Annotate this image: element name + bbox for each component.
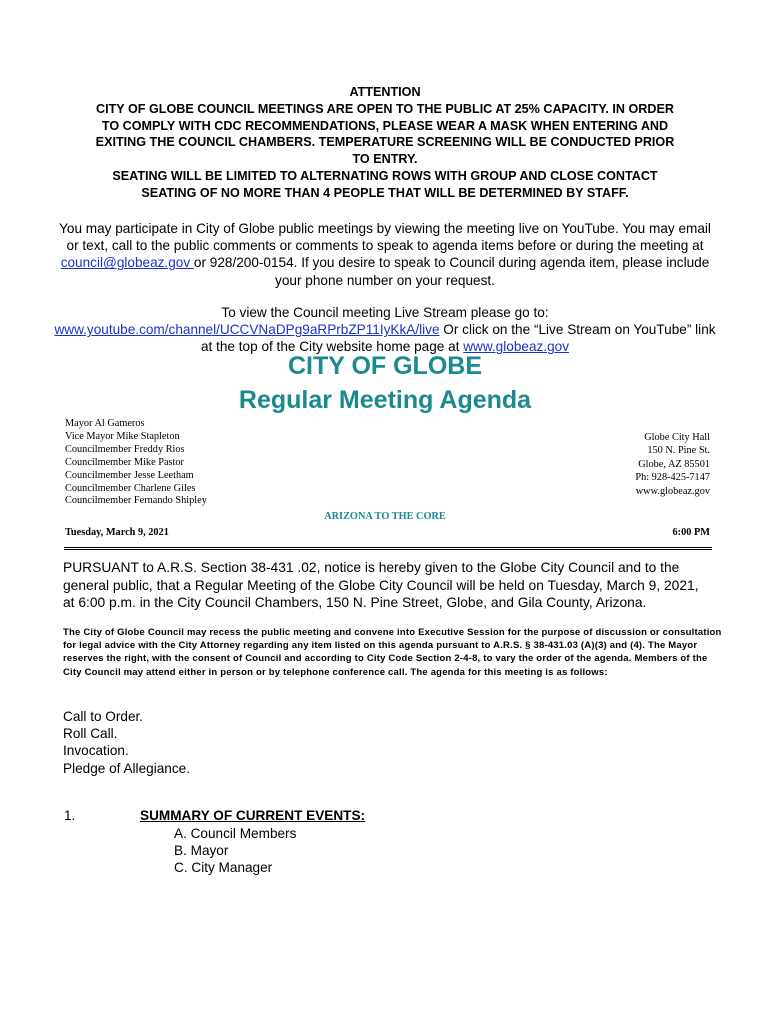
- city-hall-address: [635, 431, 710, 498]
- address-line: Globe City Hall: [644, 432, 710, 443]
- livestream-details: [52, 321, 718, 355]
- attention-line: SEATING OF NO MORE THAN 4 PEOPLE THAT WILL BE DETERMINED BY STAFF.: [141, 185, 629, 200]
- city-website-link[interactable]: www.globeaz.gov: [463, 339, 569, 355]
- executive-session-notice: The City of Globe Council may recess the public meeting and convene into Executive Session for the purpose of discussion or consultation for legal advice with the City Attorney regarding any item listed on this agenda pursuant to A.R.S. § 38-431.03 (A)(3) and (4). The Mayor reserves the right, with the consent of Council and according to City Code Section 2-4-8, to vary the order of the agenda. Members of the City Council may attend either in person or by telephone conference call. The agenda for this meeting is as follows:: [63, 627, 722, 678]
- council-member: Councilmember Jesse Leetham: [65, 469, 194, 481]
- council-email-link[interactable]: council@globeaz.gov: [60, 255, 194, 271]
- header-divider: [64, 547, 712, 550]
- opening-item: Pledge of Allegiance.: [63, 760, 190, 776]
- youtube-channel-link[interactable]: www.youtube.com/channel/UCCVNaDPg9aRPrbZP11IyKkA/live: [54, 322, 440, 338]
- tagline: ARIZONA TO THE CORE: [324, 511, 446, 522]
- pursuant-notice: PURSUANT to A.R.S. Section 38-431 .02, notice is hereby given to the Globe City Council and to the general public, that a Regular Meeting of the Globe City Council will be held on Tuesday, March 9, 2021, at 6:00 p.m. in the City Council Chambers, 150 N. Pine Street, Globe, and Gila County, Arizona.: [63, 560, 699, 611]
- agenda-subitem: B. Mayor: [174, 843, 229, 859]
- livestream-intro: To view the Council meeting Live Stream please go to:: [221, 305, 549, 320]
- address-line: Globe, AZ 85501: [638, 458, 710, 470]
- agenda-item-title: SUMMARY OF CURRENT EVENTS:: [140, 808, 366, 823]
- phone-line: Ph: 928-425-7147: [635, 472, 710, 484]
- attention-line: CITY OF GLOBE COUNCIL MEETINGS ARE OPEN TO THE PUBLIC AT 25% CAPACITY. IN ORDER: [96, 101, 674, 116]
- council-member: Mayor Al Gameros: [65, 418, 145, 429]
- council-member: Vice Mayor Mike Stapleton: [65, 430, 180, 442]
- council-member: Councilmember Fernando Shipley: [65, 495, 207, 507]
- address-line: 150 N. Pine St.: [647, 445, 710, 457]
- participation-paragraph: [52, 220, 718, 289]
- meeting-time: 6:00 PM: [672, 527, 710, 538]
- agenda-item-number: 1.: [64, 808, 76, 823]
- attention-notice: [40, 84, 730, 202]
- intro-text-after: or 928/200-0154. If you desire to speak to Council during agenda item, please include your phone number on your request.: [193, 255, 710, 288]
- livestream-paragraph: [52, 304, 718, 356]
- attention-heading: ATTENTION: [349, 85, 421, 99]
- council-member: Councilmember Charlene Giles: [65, 482, 196, 494]
- city-title: CITY OF GLOBE: [288, 352, 482, 380]
- opening-item: Invocation.: [63, 743, 129, 759]
- agenda-title: Regular Meeting Agenda: [238, 386, 532, 414]
- agenda-subitems: [174, 825, 296, 877]
- website-line: www.globeaz.gov: [635, 485, 710, 497]
- agenda-subitem: A. Council Members: [174, 826, 297, 841]
- meeting-date: Tuesday, March 9, 2021: [65, 527, 169, 538]
- council-member: Councilmember Freddy Rios: [65, 443, 185, 455]
- council-member: Councilmember Mike Pastor: [65, 456, 184, 468]
- attention-line: TO ENTRY.: [352, 152, 418, 167]
- attention-line: SEATING WILL BE LIMITED TO ALTERNATING ROWS WITH GROUP AND CLOSE CONTACT: [112, 168, 658, 183]
- agenda-subitem: C. City Manager: [174, 860, 273, 876]
- opening-items: [63, 708, 190, 777]
- opening-item: Call to Order.: [63, 709, 144, 724]
- attention-line: TO COMPLY WITH CDC RECOMMENDATIONS, PLEASE WEAR A MASK WHEN ENTERING AND: [101, 118, 669, 133]
- opening-item: Roll Call.: [63, 726, 118, 742]
- livestream-middle-text: Or click on the “Live Stream on YouTube” link at the top of the City website home page at: [200, 322, 716, 355]
- council-members-list: [65, 418, 207, 508]
- intro-text-before: You may participate in City of Globe public meetings by viewing the meeting live on YouTube. You may email or text, call to the public comments or comments to speak to agenda items before or during the meeting at: [59, 221, 711, 254]
- attention-line: EXITING THE COUNCIL CHAMBERS. TEMPERATURE SCREENING WILL BE CONDUCTED PRIOR: [95, 135, 675, 150]
